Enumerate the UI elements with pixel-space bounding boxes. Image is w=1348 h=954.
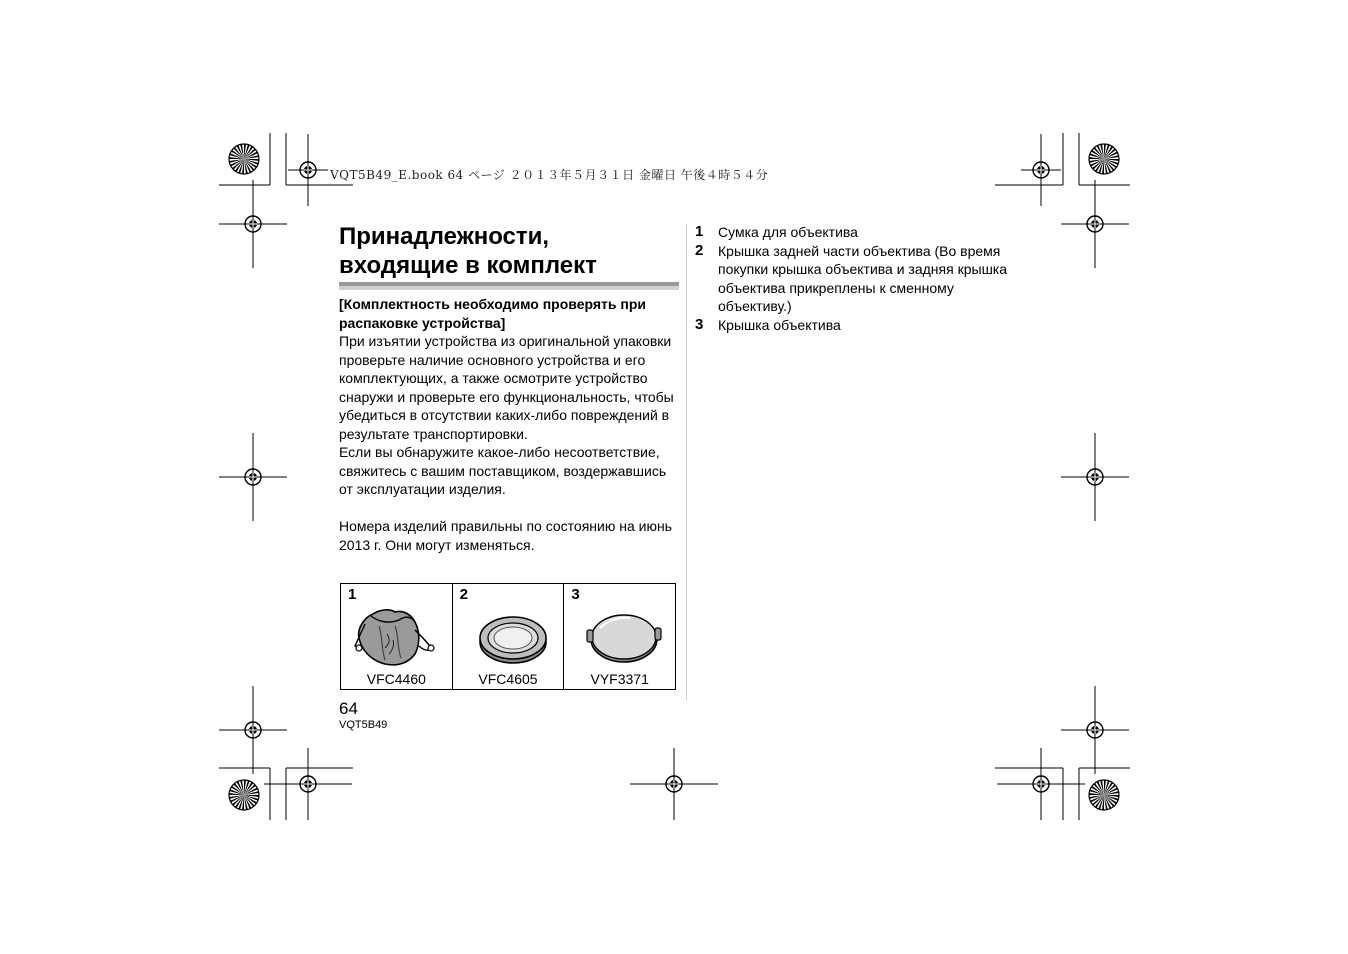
accessory-code: VYF3371 (590, 671, 649, 687)
list-item-number: 3 (695, 315, 704, 333)
registration-starburst-icon (229, 144, 259, 174)
right-column (695, 223, 1025, 334)
rear-lens-cap-icon (475, 608, 555, 668)
paragraph-gap (339, 499, 681, 518)
model-code: VQT5B49 (339, 719, 388, 731)
registration-starburst-icon (1089, 780, 1119, 810)
accessory-number: 2 (459, 586, 469, 603)
product-numbers-note: Номера изделий правильны по состоянию на июнь 2013 г. Они могут изменяться. (339, 518, 672, 553)
book-info-header: VQT5B49_E.book 64 ページ ２０１３年５月３１日 金曜日 午後４時５４分 (330, 168, 769, 182)
accessory-cell-3 (564, 584, 675, 689)
list-item-text: Крышка задней части объектива (Во время покупки крышка объектива и задняя крышка объектива прикреплены к сменному объективу.) (718, 242, 1008, 314)
title-line-2: входящие в комплект (339, 252, 597, 279)
inspection-paragraph: При изъятии устройства из оригинальной упаковки проверьте наличие основного устройства и его комплектующих, а также осмотрите устройство снаружи и проверьте его функциональность, чтобы убедиться в отсутствии каких-либо повреждений в результате транспортировки. (339, 333, 674, 442)
title-line-1: Принадлежности, (339, 223, 550, 250)
accessory-number: 1 (348, 586, 357, 603)
registration-starburst-icon (229, 780, 259, 810)
accessory-cell-1 (341, 584, 453, 689)
accessory-cell-2 (453, 584, 565, 689)
list-item-text: Крышка объектива (718, 316, 841, 333)
list-item-text: Сумка для объектива (718, 224, 858, 240)
list-item-number: 1 (695, 223, 704, 240)
accessory-number: 3 (571, 586, 580, 603)
title-underline-bar (339, 282, 679, 290)
contact-dealer-paragraph: Если вы обнаружите какое-либо несоответствие, свяжитесь с вашим поставщиком, воздержавшись от эксплуатации изделия. (339, 444, 667, 497)
registration-starburst-icon (1089, 144, 1119, 174)
lens-bag-icon (345, 604, 445, 674)
left-column (339, 295, 681, 554)
list-item-number: 2 (695, 241, 704, 259)
page-number: 64 (339, 699, 358, 718)
check-contents-heading: [Комплектность необходимо проверять при распаковке устройства] (339, 296, 646, 331)
accessories-table (340, 583, 676, 690)
accessory-code: VFC4460 (366, 671, 426, 687)
lens-cap-icon (584, 608, 664, 668)
list-item (695, 223, 1025, 242)
list-item (695, 242, 1025, 316)
page-title (339, 222, 679, 280)
accessory-code: VFC4605 (478, 671, 538, 687)
column-divider (686, 224, 687, 700)
list-item (695, 316, 1025, 335)
